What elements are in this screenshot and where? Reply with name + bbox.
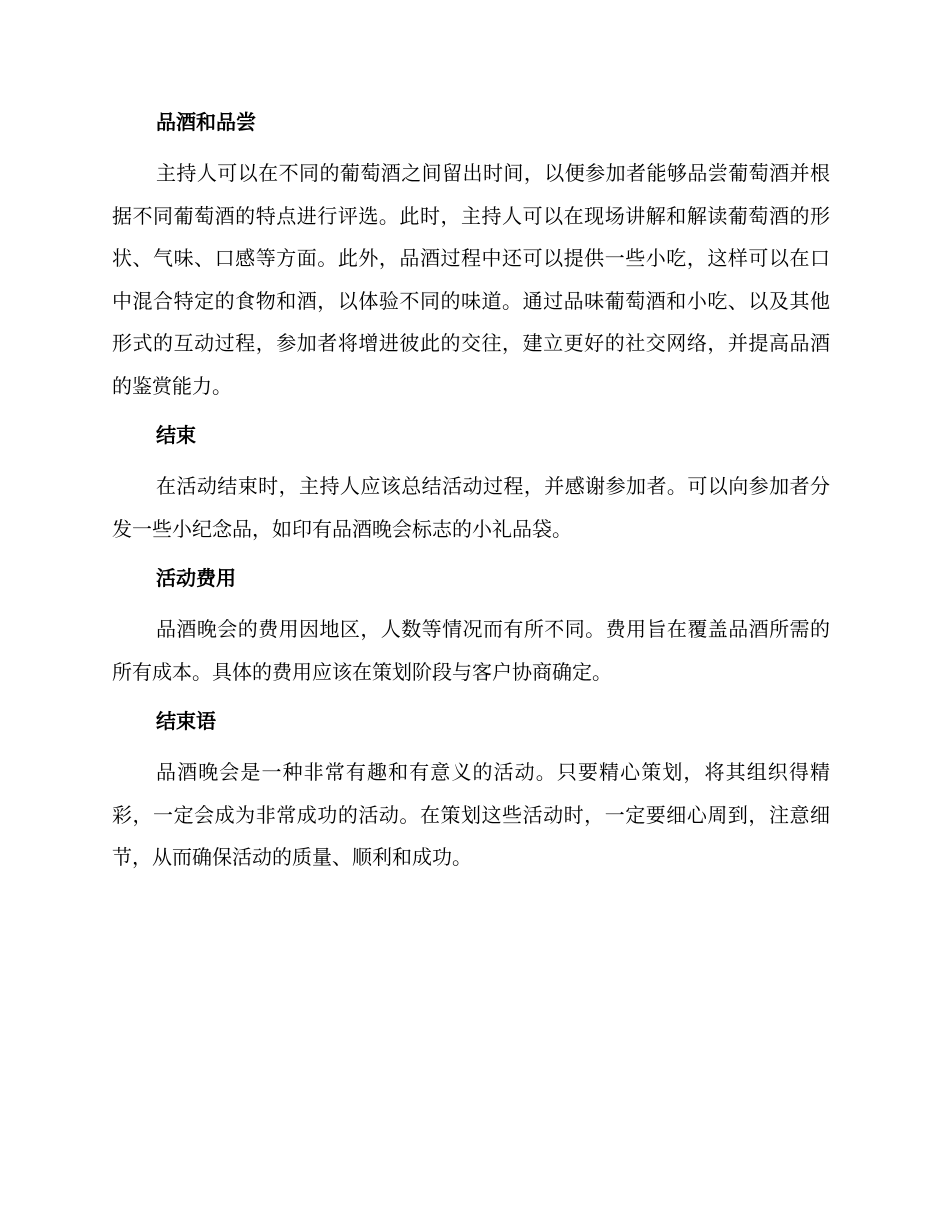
section-ending bbox=[112, 421, 830, 550]
section-cost bbox=[112, 564, 830, 693]
document-page bbox=[112, 108, 830, 893]
section-heading: 结束语 bbox=[156, 709, 216, 733]
section-paragraph: 品酒晚会的费用因地区，人数等情况而有所不同。费用旨在覆盖品酒所需的所有成本。具体的费用应该在策划阶段与客户协商确定。 bbox=[112, 617, 830, 684]
section-heading: 品酒和品尝 bbox=[156, 110, 256, 134]
section-wine-tasting bbox=[112, 108, 830, 407]
section-closing-remarks bbox=[112, 707, 830, 879]
section-heading: 结束 bbox=[156, 423, 196, 447]
section-paragraph: 主持人可以在不同的葡萄酒之间留出时间，以便参加者能够品尝葡萄酒并根据不同葡萄酒的特点进行评选。此时，主持人可以在现场讲解和解读葡萄酒的形状、气味、口感等方面。此外，品酒过程中还可以提供一些小吃，这样可以在口中混合特定的食物和酒，以体验不同的味道。通过品味葡萄酒和小吃、以及其他形式的互动过程，参加者将增进彼此的交往，建立更好的社交网络，并提高品酒的鉴赏能力。 bbox=[112, 161, 830, 398]
section-paragraph: 品酒晚会是一种非常有趣和有意义的活动。只要精心策划，将其组织得精彩，一定会成为非常成功的活动。在策划这些活动时，一定要细心周到，注意细节，从而确保活动的质量、顺利和成功。 bbox=[112, 760, 830, 869]
section-paragraph: 在活动结束时，主持人应该总结活动过程，并感谢参加者。可以向参加者分发一些小纪念品，如印有品酒晚会标志的小礼品袋。 bbox=[112, 474, 830, 541]
section-heading: 活动费用 bbox=[156, 566, 236, 590]
